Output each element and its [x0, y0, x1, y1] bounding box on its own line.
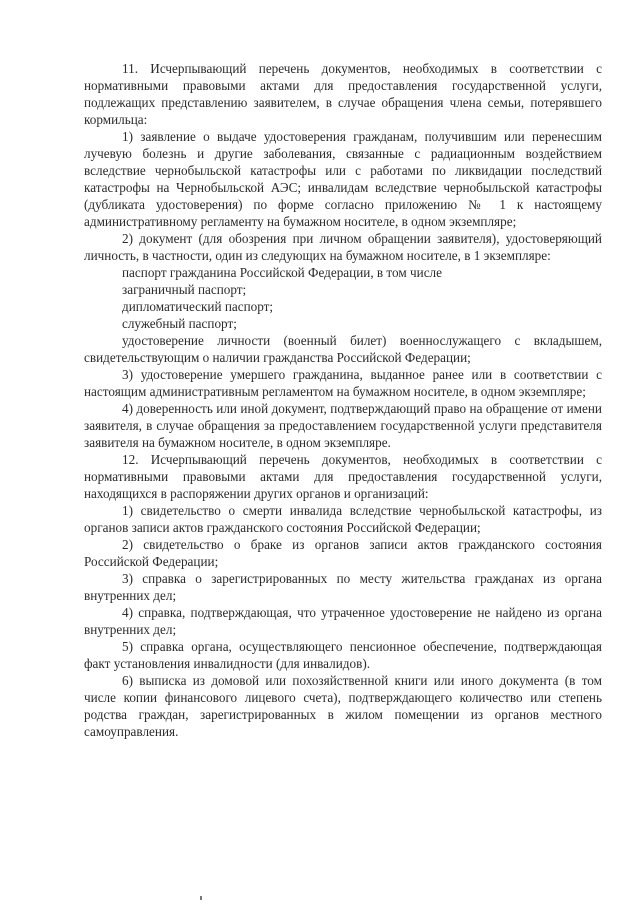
id-doc-service-passport: служебный паспорт;: [122, 316, 237, 331]
paragraph-12-item-2: 2) свидетельство о браке из органов записи актов гражданского состояния Российской Федерации;: [84, 537, 602, 569]
id-doc-military: удостоверение личности (военный билет) военнослужащего с вкладышем, свидетельствующим о наличии гражданства Российской Федерации;: [84, 333, 602, 365]
paragraph-12-item-3: 3) справка о зарегистрированных по месту жительства гражданах из органа внутренних дел;: [84, 571, 602, 603]
scan-speck: [200, 896, 202, 900]
id-doc-diplomatic-passport: дипломатический паспорт;: [122, 299, 274, 314]
paragraph-12-item-5: 5) справка органа, осуществляющего пенсионное обеспечение, подтверждающая факт установления инвалидности (для инвалидов).: [84, 639, 602, 671]
paragraph-12-item-6: 6) выписка из домовой или похозяйственной книги или иного документа (в том числе копии финансового лицевого счета), подтверждающего количество или степень родства граждан, зарегистрированных в жилом помещении из органов местного самоуправления.: [84, 673, 602, 739]
paragraph-11-item-4: 4) доверенность или иной документ, подтверждающий право на обращение от имени заявителя, в случае обращения за предоставлением государственной услуги представителя заявителя на бумажном носителе, в одном экземпляре.: [84, 401, 602, 450]
paragraph-12-item-4: 4) справка, подтверждающая, что утраченное удостоверение не найдено из органа внутренних дел;: [84, 605, 602, 637]
paragraph-12-intro: 12. Исчерпывающий перечень документов, необходимых в соответствии с нормативными правовыми актами для предоставления государственной услуги, находящихся в распоряжении других органов и организаций:: [84, 452, 602, 501]
paragraph-11-item-3: 3) удостоверение умершего гражданина, выданное ранее или в соответствии с настоящим административным регламентом на бумажном носителе, в одном экземпляре;: [84, 367, 602, 399]
id-doc-foreign-passport: заграничный паспорт;: [122, 282, 247, 297]
id-doc-russian-passport: паспорт гражданина Российской Федерации, в том числе: [122, 265, 442, 280]
paragraph-11-intro: 11. Исчерпывающий перечень документов, необходимых в соответствии с нормативными правовыми актами для предоставления государственной услуги, подлежащих представлению заявителем, в случае обращения члена семьи, потерявшего кормильца:: [84, 61, 602, 127]
paragraph-11-item-1: 1) заявление о выдаче удостоверения гражданам, получившим или перенесшим лучевую болезнь и другие заболевания, связанные с радиационным воздействием вследствие чернобыльской катастрофы или с работами по ликвидации последствий катастрофы на Чернобыльской АЭС; инвалидам вследствие чернобыльской катастрофы (дубликата удостоверения) по форме согласно приложению № 1 к настоящему административному регламенту на бумажном носителе, в одном экземпляре;: [84, 129, 602, 229]
paragraph-11-item-2: 2) документ (для обозрения при личном обращении заявителя), удостоверяющий личность, в частности, один из следующих на бумажном носителе, в 1 экземпляре:: [84, 231, 602, 263]
paragraph-12-item-1: 1) свидетельство о смерти инвалида вследствие чернобыльской катастрофы, из органов записи актов гражданского состояния Российской Федерации;: [84, 503, 602, 535]
